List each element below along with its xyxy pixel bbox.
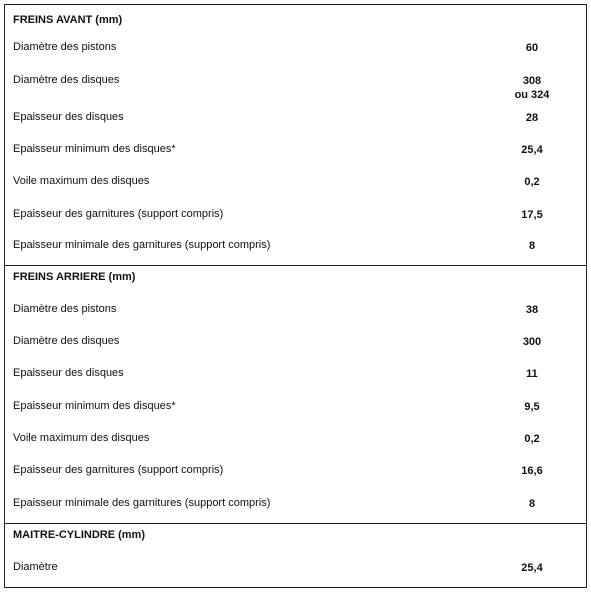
spec-label: Voile maximum des disques	[13, 175, 150, 187]
spec-row	[5, 208, 586, 236]
spec-row	[5, 175, 586, 203]
section-title: MAITRE-CYLINDRE (mm)	[13, 529, 145, 541]
spec-value-alternate: ou 324	[514, 89, 550, 101]
spec-label: Epaisseur des garnitures (support compris)	[13, 208, 224, 220]
brake-spec-table	[4, 4, 587, 588]
front-brakes-section	[5, 5, 586, 265]
spec-row	[5, 111, 586, 139]
spec-row	[5, 41, 586, 69]
spec-label: Diamètre des disques	[13, 335, 120, 347]
section-title: FREINS AVANT (mm)	[13, 14, 123, 26]
section-title: FREINS ARRIERE (mm)	[13, 271, 136, 283]
spec-label: Diamètre	[13, 561, 58, 573]
spec-value: 300	[522, 336, 542, 348]
spec-row	[5, 303, 586, 331]
spec-label: Epaisseur des garnitures (support compris)	[13, 464, 224, 476]
spec-value: 11	[526, 368, 538, 380]
spec-value: 25,4	[521, 562, 543, 574]
spec-row	[5, 464, 586, 492]
spec-row	[5, 335, 586, 363]
spec-row	[5, 74, 586, 108]
spec-row	[5, 239, 586, 267]
spec-value: 8	[528, 498, 536, 510]
spec-row	[5, 400, 586, 428]
spec-label: Diamètre des disques	[13, 74, 120, 86]
spec-value: 0,2	[524, 433, 540, 445]
master-cylinder-section	[5, 523, 586, 587]
spec-value: 28	[525, 112, 539, 124]
spec-value: 38	[525, 304, 539, 316]
spec-label: Epaisseur minimale des garnitures (support compris)	[13, 497, 271, 509]
spec-row	[5, 432, 586, 460]
spec-label: Diamètre des pistons	[13, 303, 117, 315]
spec-value: 17,5	[521, 209, 543, 221]
spec-label: Epaisseur minimum des disques*	[13, 143, 176, 155]
spec-label: Epaisseur des disques	[13, 367, 124, 379]
spec-label: Diamètre des pistons	[13, 41, 117, 53]
spec-row	[5, 367, 586, 395]
spec-value: 16,6	[521, 465, 543, 477]
spec-value: 8	[528, 240, 536, 252]
spec-row	[5, 561, 586, 589]
spec-row	[5, 497, 586, 525]
rear-brakes-section	[5, 265, 586, 523]
spec-value: 308	[522, 75, 542, 87]
spec-label: Voile maximum des disques	[13, 432, 150, 444]
spec-value: 9,5	[524, 401, 540, 413]
spec-value: 0,2	[524, 176, 540, 188]
spec-label: Epaisseur des disques	[13, 111, 124, 123]
spec-value: 25,4	[521, 144, 543, 156]
spec-label: Epaisseur minimale des garnitures (support compris)	[13, 239, 271, 251]
spec-row	[5, 143, 586, 171]
spec-label: Epaisseur minimum des disques*	[13, 400, 176, 412]
spec-value: 60	[525, 42, 539, 54]
